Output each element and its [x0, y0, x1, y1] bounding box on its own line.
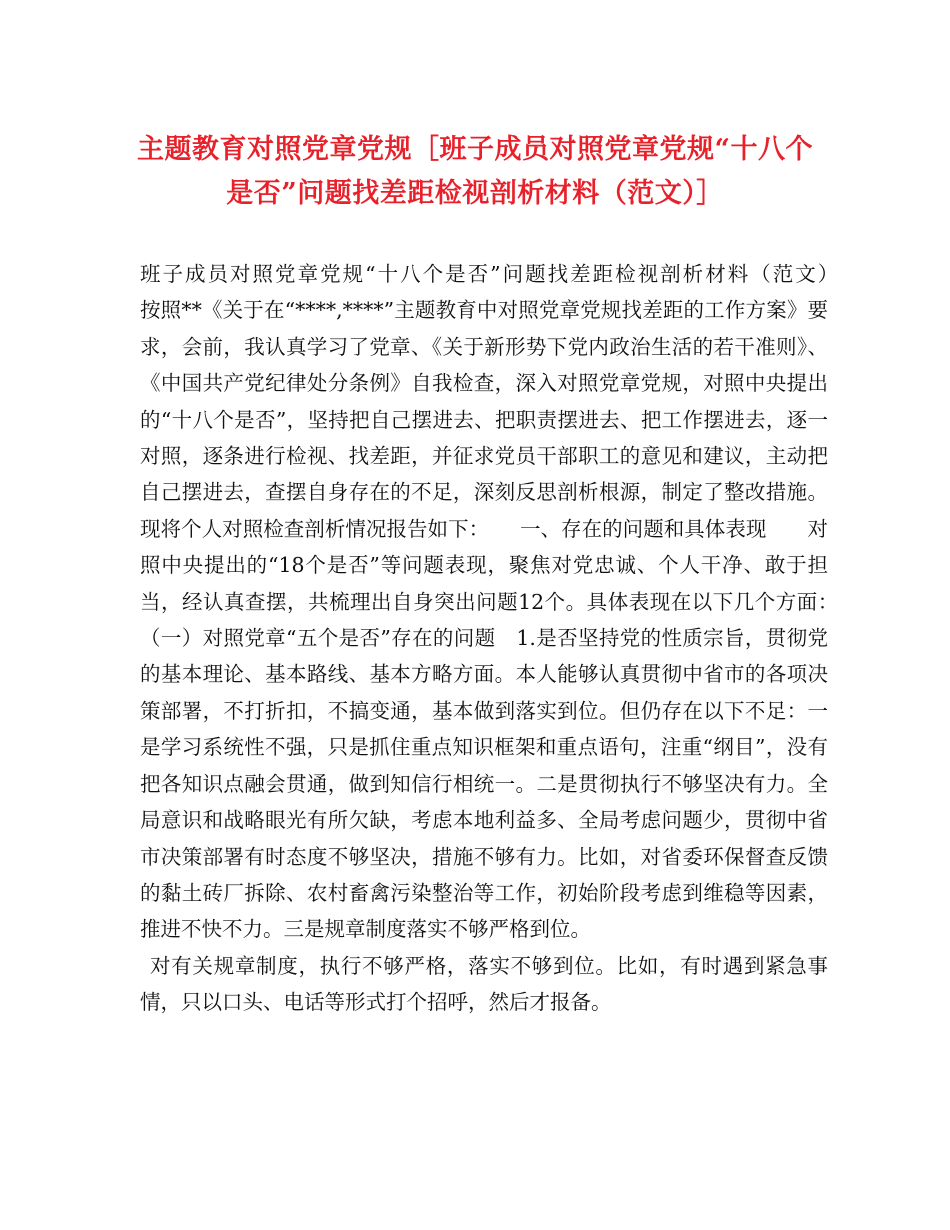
document-title: 主题教育对照党章党规［班子成员对照党章党规“十八个是否”问题找差距检视剖析材料（范文）］ [136, 134, 814, 209]
document-body [140, 256, 890, 1021]
body-paragraph-2: 对有关规章制度，执行不够严格，落实不够到位。比如，有时遇到紧急事情，只以口头、电话等形式打个招呼，然后才报备。 [140, 953, 828, 1015]
body-paragraph-1: 班子成员对照党章党规“十八个是否”问题找差距检视剖析材料（范文） 按照**《关于在“****,****”主题教育中对照党章党规找差距的工作方案》要求，会前，我认真学习了党章、《关于新形势下党内政治生活的若干准则》、《中国共产党纪律处分条例》自我检查，深入对照党章党规，对照中央提出的“十八个是否”，坚持把自己摆进去、把职责摆进去、把工作摆进去，逐一对照，逐条进行检视、找差距，并征求党员干部职工的意见和建议，主动把自己摆进去，查摆自身存在的不足，深刻反思剖析根源，制定了整改措施。现将个人对照检查剖析情况报告如下： 一、存在的问题和具体表现 对照中央提出的“18个是否”等问题表现，聚焦对党忠诚、个人干净、敢于担当，经认真查摆，共梳理出自身突出问题12个。具体表现在以下几个方面： （一）对照党章“五个是否”存在的问题 1.是否坚持党的性质宗旨，贯彻党的基本理论、基本路线、基本方略方面。本人能够认真贯彻中省市的各项决策部署，不打折扣，不搞变通，基本做到落实到位。但仍存在以下不足：一是学习系统性不强，只是抓住重点知识框架和重点语句，注重“纲目”，没有把各知识点融会贯通，做到知信行相统一。二是贯彻执行不够坚决有力。全局意识和战略眼光有所欠缺，考虑本地利益多、全局考虑问题少，贯彻中省市决策部署有时态度不够坚决，措施不够有力。比如，对省委环保督查反馈的黏土砖厂拆除、农村畜禽污染整治等工作，初始阶段考虑到维稳等因素，推进不快不力。三是规章制度落实不够严格到位。 [140, 262, 890, 942]
